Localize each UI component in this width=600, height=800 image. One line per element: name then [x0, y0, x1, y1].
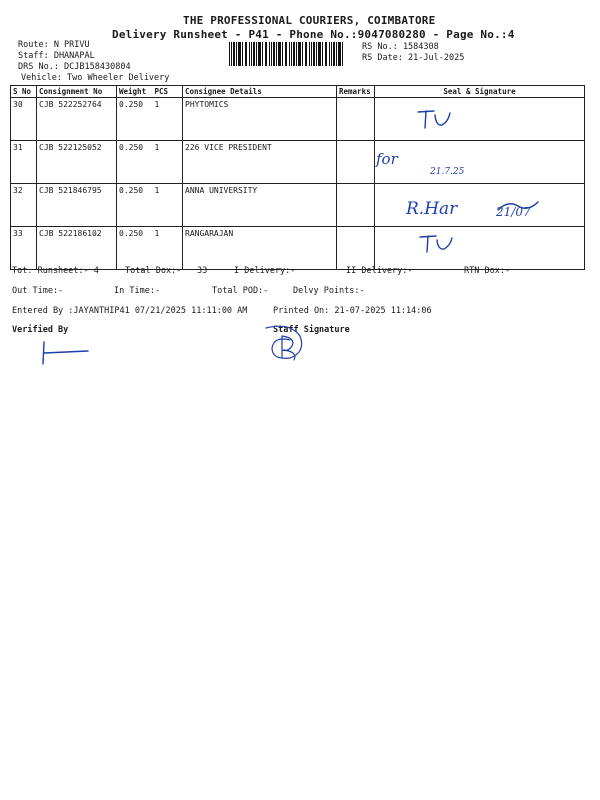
rtn-dox: RTN Dox:- — [464, 266, 511, 276]
col-remarks: Remarks — [337, 86, 375, 98]
cell-consignee: RANGARAJAN — [183, 227, 337, 270]
cell-weight: 0.250 — [117, 141, 153, 184]
total-pod: Total POD:- — [212, 286, 269, 296]
cell-consignee: PHYTOMICS — [183, 98, 337, 141]
total-dox-label: Total Dox:- — [125, 266, 182, 276]
cell-sno: 31 — [11, 141, 37, 184]
table-row — [11, 227, 585, 270]
runsheet-table — [10, 85, 585, 270]
signature-row32-date: 21/07 — [496, 205, 531, 219]
verified-mark-icon — [36, 338, 96, 368]
cell-sno: 33 — [11, 227, 37, 270]
cell-consignee: ANNA UNIVERSITY — [183, 184, 337, 227]
barcode-icon — [228, 42, 346, 66]
staff-signature-label: Staff Signature — [273, 325, 350, 335]
cell-weight: 0.250 — [117, 184, 153, 227]
tot-runsheet: Tot. Runsheet:- 4 — [12, 266, 99, 276]
cell-pcs: 1 — [153, 141, 183, 184]
table-row — [11, 141, 585, 184]
staff-label: Staff: DHANAPAL — [18, 51, 95, 61]
signature-row32-text: R.Har — [406, 199, 458, 219]
printed-on: Printed On: 21-07-2025 11:14:06 — [273, 306, 432, 316]
cell-pcs: 1 — [153, 98, 183, 141]
in-time: In Time:- — [114, 286, 161, 296]
cell-consignment: CJB 522125052 — [37, 141, 117, 184]
cell-seal-signature — [375, 141, 585, 184]
rs-number: RS No.: 1584308 — [362, 42, 439, 52]
col-consignment: Consignment No — [37, 86, 117, 98]
entered-by: Entered By :JAYANTHIP41 07/21/2025 11:11:00 AM — [12, 306, 248, 316]
rs-date: RS Date: 21-Jul-2025 — [362, 53, 465, 63]
cell-consignee: 226 VICE PRESIDENT — [183, 141, 337, 184]
cell-consignment: CJB 522186102 — [37, 227, 117, 270]
cell-remarks — [337, 141, 375, 184]
cell-weight: 0.250 — [117, 227, 153, 270]
out-time: Out Time:- — [12, 286, 64, 296]
signature-row31-text: for — [376, 150, 398, 168]
col-consignee: Consignee Details — [183, 86, 337, 98]
verified-by-label: Verified By — [12, 325, 69, 335]
table-header-row — [11, 86, 585, 98]
signature-row31-date: 21.7.25 — [430, 167, 465, 177]
col-weight: Weight — [117, 86, 153, 98]
cell-sno: 30 — [11, 98, 37, 141]
drs-number: DRS No.: DCJB158430804 — [18, 62, 131, 72]
total-dox-value: 33 — [197, 266, 208, 276]
table-row — [11, 98, 585, 141]
cell-sno: 32 — [11, 184, 37, 227]
cell-consignment: CJB 521846795 — [37, 184, 117, 227]
cell-pcs: 1 — [153, 227, 183, 270]
col-seal-signature: Seal & Signature — [375, 86, 585, 98]
ii-delivery: II Delivery:- — [346, 266, 413, 276]
cell-seal-signature — [375, 227, 585, 270]
i-delivery: I Delivery:- — [234, 266, 296, 276]
cell-remarks — [337, 98, 375, 141]
route-label: Route: N PRIVU — [18, 40, 90, 50]
cell-seal-signature — [375, 98, 585, 141]
vehicle-label: Vehicle: Two Wheeler Delivery — [21, 73, 170, 83]
cell-consignment: CJB 522252764 — [37, 98, 117, 141]
cell-remarks — [337, 184, 375, 227]
runsheet-subtitle: Delivery Runsheet - P41 - Phone No.:9047080280 - Page No.:4 — [112, 28, 515, 41]
cell-pcs: 1 — [153, 184, 183, 227]
cell-weight: 0.250 — [117, 98, 153, 141]
col-pcs: PCS — [153, 86, 183, 98]
cell-remarks — [337, 227, 375, 270]
company-name: THE PROFESSIONAL COURIERS, COIMBATORE — [183, 14, 436, 27]
cell-seal-signature — [375, 184, 585, 227]
col-sno: S No — [11, 86, 37, 98]
table-row — [11, 184, 585, 227]
delvy-points: Delvy Points:- — [293, 286, 365, 296]
